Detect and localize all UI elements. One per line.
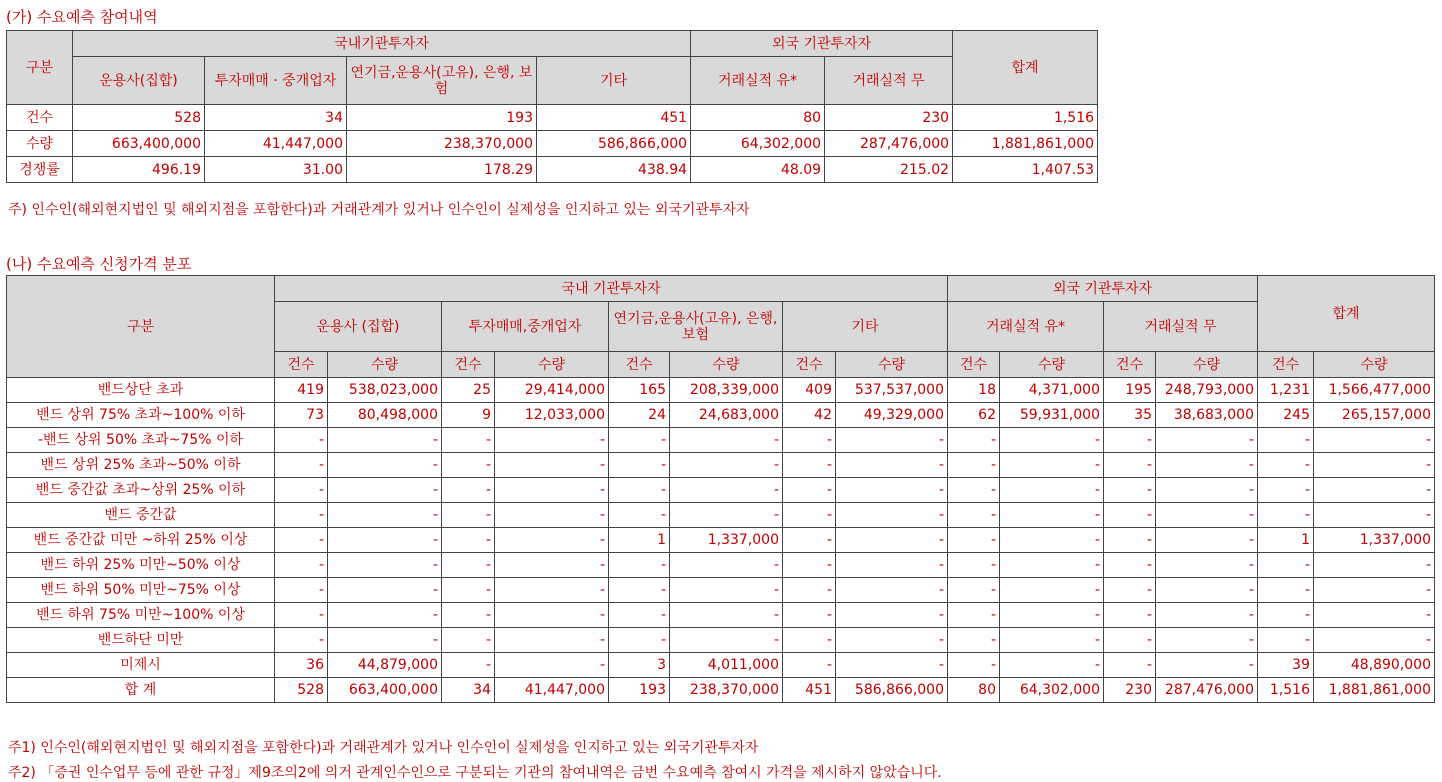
count-header: 건수 [948, 352, 1000, 378]
table-cell: 1 [609, 528, 670, 553]
section-b-note-2: 주2) 「증권 인수업무 등에 관한 규정」제9조의2에 의거 관계인수인으로 구분되는 기관의 참여내역은 금번 수요예측 참여시 가격을 제시하지 않았습니다. [8, 765, 942, 781]
table-row [7, 428, 1435, 453]
table-row [7, 157, 1098, 183]
table-row [7, 578, 1435, 603]
table-cell: 1,407.53 [953, 157, 1098, 183]
table-cell: - [1104, 478, 1156, 503]
table-cell: 31.00 [205, 157, 347, 183]
quantity-header: 수량 [1314, 352, 1435, 378]
table-cell: 528 [73, 105, 205, 131]
row-label: 밴드 하위 50% 미만~75% 이상 [7, 578, 275, 603]
table-cell: - [836, 503, 948, 528]
table-cell: - [1314, 503, 1435, 528]
table-cell: - [609, 628, 670, 653]
table-cell: - [442, 503, 495, 528]
table-cell: 195 [1104, 378, 1156, 403]
table-cell: - [328, 528, 442, 553]
table-row [7, 503, 1435, 528]
table-cell: - [783, 453, 836, 478]
section-a-note: 주) 인수인(해외현지법인 및 해외지점을 포함한다)과 거래관계가 있거나 인수인이 실제성을 인지하고 있는 외국기관투자자 [8, 202, 750, 218]
row-label: 밴드상단 초과 [7, 378, 275, 403]
table-cell: 73 [275, 403, 328, 428]
table-cell: - [495, 653, 609, 678]
table-cell: - [1104, 578, 1156, 603]
table-cell: 36 [275, 653, 328, 678]
count-header: 건수 [609, 352, 670, 378]
row-label: 밴드 중간값 [7, 503, 275, 528]
row-label: 미제시 [7, 653, 275, 678]
quantity-header: 수량 [836, 352, 948, 378]
table-cell: 1,566,477,000 [1314, 378, 1435, 403]
table-row [7, 478, 1435, 503]
table-cell: - [1314, 428, 1435, 453]
table-row [7, 105, 1098, 131]
col-header: 기타 [537, 57, 691, 105]
table-cell: 245 [1258, 403, 1314, 428]
table-cell: - [1156, 578, 1258, 603]
table-cell: - [783, 578, 836, 603]
table-cell: - [1156, 503, 1258, 528]
table-cell: - [948, 503, 1000, 528]
table-cell: - [328, 603, 442, 628]
group-header: 기타 [783, 302, 948, 352]
table-cell: 38,683,000 [1156, 403, 1258, 428]
count-header: 건수 [1258, 352, 1314, 378]
table-cell: - [783, 528, 836, 553]
table-cell: 265,157,000 [1314, 403, 1435, 428]
table-cell: 1,881,861,000 [953, 131, 1098, 157]
table-cell: 1 [1258, 528, 1314, 553]
table-cell: 496.19 [73, 157, 205, 183]
count-header: 건수 [783, 352, 836, 378]
table-cell: 48,890,000 [1314, 653, 1435, 678]
table-cell: 39 [1258, 653, 1314, 678]
table-cell: - [609, 553, 670, 578]
table-cell: - [1258, 453, 1314, 478]
table-cell: - [328, 428, 442, 453]
table-cell: 18 [948, 378, 1000, 403]
domestic-group-header: 국내기관투자자 [73, 31, 691, 57]
table-row [7, 603, 1435, 628]
table-cell: - [1258, 428, 1314, 453]
table-row [7, 528, 1435, 553]
table-cell: - [1000, 453, 1104, 478]
table-cell: - [1314, 628, 1435, 653]
category-header: 구분 [7, 276, 275, 378]
table-cell: 287,476,000 [1156, 678, 1258, 703]
table-cell: - [275, 578, 328, 603]
total-header: 합계 [1258, 276, 1435, 352]
table-cell: - [836, 628, 948, 653]
table-cell: 48.09 [691, 157, 825, 183]
table-cell: - [1156, 553, 1258, 578]
table-cell: 41,447,000 [205, 131, 347, 157]
table-cell: - [948, 603, 1000, 628]
table-row [7, 378, 1435, 403]
table-cell: - [670, 578, 783, 603]
row-label: 밴드 상위 25% 초과~50% 이하 [7, 453, 275, 478]
foreign-group-header: 외국 기관투자자 [948, 276, 1258, 302]
table-cell: - [948, 578, 1000, 603]
row-label: 밴드 상위 75% 초과~100% 이하 [7, 403, 275, 428]
table-cell: 248,793,000 [1156, 378, 1258, 403]
table-cell: - [609, 428, 670, 453]
table-cell: - [1258, 553, 1314, 578]
table-cell: - [609, 478, 670, 503]
table-cell: 34 [205, 105, 347, 131]
table-cell: - [275, 503, 328, 528]
table-cell: - [1156, 653, 1258, 678]
table-cell: 528 [275, 678, 328, 703]
table-cell: - [275, 628, 328, 653]
table-cell: - [1104, 453, 1156, 478]
table-row [7, 553, 1435, 578]
table-cell: - [442, 428, 495, 453]
table-cell: - [1000, 628, 1104, 653]
quantity-header: 수량 [495, 352, 609, 378]
count-header: 건수 [275, 352, 328, 378]
table-cell: - [1104, 628, 1156, 653]
table-cell: - [495, 428, 609, 453]
section-b-note-1: 주1) 인수인(해외현지법인 및 해외지점을 포함한다)과 거래관계가 있거나 인수인이 실제성을 인지하고 있는 외국기관투자자 [8, 740, 759, 756]
table-cell: - [1000, 578, 1104, 603]
quantity-header: 수량 [328, 352, 442, 378]
table-cell: - [1314, 453, 1435, 478]
table-cell: - [948, 428, 1000, 453]
table-cell: - [948, 453, 1000, 478]
table-cell: - [836, 453, 948, 478]
col-header: 투자매매 · 중개업자 [205, 57, 347, 105]
table-cell: - [328, 453, 442, 478]
table-cell: 1,337,000 [670, 528, 783, 553]
table-cell: - [783, 553, 836, 578]
table-cell: 1,231 [1258, 378, 1314, 403]
table-cell: - [670, 628, 783, 653]
table-cell: 34 [442, 678, 495, 703]
table-cell: - [670, 453, 783, 478]
table-cell: - [609, 603, 670, 628]
table-cell: 25 [442, 378, 495, 403]
table-cell: 538,023,000 [328, 378, 442, 403]
col-header: 거래실적 무 [825, 57, 953, 105]
table-cell: - [1258, 578, 1314, 603]
table-cell: 193 [347, 105, 537, 131]
row-label: 밴드 중간값 초과~상위 25% 이하 [7, 478, 275, 503]
row-label: 밴드 하위 75% 미만~100% 이상 [7, 603, 275, 628]
table-cell: 230 [1104, 678, 1156, 703]
table-cell: 215.02 [825, 157, 953, 183]
quantity-header: 수량 [1156, 352, 1258, 378]
table-cell: 586,866,000 [537, 131, 691, 157]
table-cell: - [948, 553, 1000, 578]
table-cell: 438.94 [537, 157, 691, 183]
table-cell: - [783, 478, 836, 503]
col-header: 운용사(집합) [73, 57, 205, 105]
table-cell: 1,881,861,000 [1314, 678, 1435, 703]
table-row [7, 403, 1435, 428]
table-cell: - [1314, 603, 1435, 628]
table-cell: - [1000, 428, 1104, 453]
table-cell: - [495, 603, 609, 628]
table-cell: - [670, 603, 783, 628]
table-cell: 64,302,000 [691, 131, 825, 157]
table-cell: - [275, 428, 328, 453]
table-cell: 35 [1104, 403, 1156, 428]
table-cell: - [836, 528, 948, 553]
table-cell: 238,370,000 [670, 678, 783, 703]
category-header: 구분 [7, 31, 73, 105]
table-cell: 663,400,000 [73, 131, 205, 157]
table-cell: - [609, 578, 670, 603]
table-cell: 4,371,000 [1000, 378, 1104, 403]
table-cell: - [495, 553, 609, 578]
table-cell: - [1258, 503, 1314, 528]
table-cell: - [1258, 603, 1314, 628]
table-cell: 44,879,000 [328, 653, 442, 678]
table-cell: 24,683,000 [670, 403, 783, 428]
table-cell: - [1104, 428, 1156, 453]
row-label: 밴드하단 미만 [7, 628, 275, 653]
group-header: 운용사 (집합) [275, 302, 442, 352]
domestic-group-header: 국내 기관투자자 [275, 276, 948, 302]
table-cell: - [1000, 503, 1104, 528]
table-cell: - [1000, 603, 1104, 628]
table-cell: 80 [691, 105, 825, 131]
table-cell: 9 [442, 403, 495, 428]
quantity-header: 수량 [1000, 352, 1104, 378]
group-header: 연기금,운용사(고유), 은행, 보험 [609, 302, 783, 352]
table-cell: 12,033,000 [495, 403, 609, 428]
section-a-title: (가) 수요예측 참여내역 [6, 8, 158, 26]
section-b-title: (나) 수요예측 신청가격 분포 [6, 255, 192, 273]
group-header: 거래실적 무 [1104, 302, 1258, 352]
table-cell: - [275, 453, 328, 478]
table-cell: - [670, 428, 783, 453]
table-cell: - [1314, 578, 1435, 603]
table-cell: 59,931,000 [1000, 403, 1104, 428]
table-cell: - [1000, 653, 1104, 678]
table-row [7, 628, 1435, 653]
table-cell: - [1104, 603, 1156, 628]
table-cell: - [328, 628, 442, 653]
table-cell: 4,011,000 [670, 653, 783, 678]
table-cell: - [1104, 553, 1156, 578]
col-header: 연기금,운용사(고유), 은행, 보험 [347, 57, 537, 105]
table-cell: - [495, 628, 609, 653]
row-label: 밴드 하위 25% 미만~50% 이상 [7, 553, 275, 578]
group-header: 투자매매,중개업자 [442, 302, 609, 352]
table-cell: 41,447,000 [495, 678, 609, 703]
table-cell: - [1156, 453, 1258, 478]
table-cell: 29,414,000 [495, 378, 609, 403]
table-cell: - [670, 478, 783, 503]
table-cell: 451 [783, 678, 836, 703]
row-label: -밴드 상위 50% 초과~75% 이하 [7, 428, 275, 453]
table-cell: - [783, 503, 836, 528]
table-cell: - [442, 603, 495, 628]
table-cell: - [670, 553, 783, 578]
col-header: 거래실적 유* [691, 57, 825, 105]
row-label: 건수 [7, 105, 73, 131]
table-cell: 663,400,000 [328, 678, 442, 703]
count-header: 건수 [442, 352, 495, 378]
table-cell: - [1000, 528, 1104, 553]
table-cell: - [783, 428, 836, 453]
table-cell: 1,516 [953, 105, 1098, 131]
table-cell: - [1104, 503, 1156, 528]
table-cell: 178.29 [347, 157, 537, 183]
table-cell: 451 [537, 105, 691, 131]
table-cell: 409 [783, 378, 836, 403]
table-cell: - [442, 578, 495, 603]
table-cell: - [275, 478, 328, 503]
table-cell: - [1314, 478, 1435, 503]
table-cell: - [1156, 628, 1258, 653]
table-cell: - [495, 578, 609, 603]
table-cell: - [1104, 653, 1156, 678]
table-cell: - [1156, 603, 1258, 628]
table-cell: - [1000, 478, 1104, 503]
table-cell: - [836, 428, 948, 453]
table-cell: - [1258, 478, 1314, 503]
table-cell: - [1104, 528, 1156, 553]
table-cell: - [1156, 478, 1258, 503]
table-cell: 49,329,000 [836, 403, 948, 428]
count-header: 건수 [1104, 352, 1156, 378]
table-cell: 208,339,000 [670, 378, 783, 403]
table-cell: - [275, 528, 328, 553]
table-cell: - [442, 528, 495, 553]
table-cell: - [442, 478, 495, 503]
table-cell: - [836, 578, 948, 603]
table-cell: 1,337,000 [1314, 528, 1435, 553]
table-cell: 230 [825, 105, 953, 131]
table-cell: 62 [948, 403, 1000, 428]
table-cell: - [495, 528, 609, 553]
table-cell: - [836, 553, 948, 578]
table-cell: 80 [948, 678, 1000, 703]
table-cell: - [328, 503, 442, 528]
group-header: 거래실적 유* [948, 302, 1104, 352]
table-cell: 238,370,000 [347, 131, 537, 157]
table-cell: - [1258, 628, 1314, 653]
table-cell: 3 [609, 653, 670, 678]
row-label: 합 계 [7, 678, 275, 703]
table-cell: - [783, 603, 836, 628]
table-cell: - [1156, 528, 1258, 553]
table-cell: 1,516 [1258, 678, 1314, 703]
table-cell: 193 [609, 678, 670, 703]
table-cell: 537,537,000 [836, 378, 948, 403]
table-cell: 419 [275, 378, 328, 403]
row-label: 수량 [7, 131, 73, 157]
table-cell: - [328, 478, 442, 503]
price-distribution-table [6, 275, 1435, 703]
row-label: 경쟁률 [7, 157, 73, 183]
table-cell: - [1314, 553, 1435, 578]
table-cell: - [609, 503, 670, 528]
table-row [7, 453, 1435, 478]
table-cell: - [670, 503, 783, 528]
table-cell: - [836, 603, 948, 628]
table-cell: - [948, 528, 1000, 553]
table-cell: - [495, 503, 609, 528]
table-cell: - [328, 553, 442, 578]
table-cell: - [1000, 553, 1104, 578]
table-cell: 64,302,000 [1000, 678, 1104, 703]
table-row [7, 678, 1435, 703]
table-cell: - [948, 653, 1000, 678]
table-cell: - [442, 453, 495, 478]
table-cell: - [948, 478, 1000, 503]
table-cell: - [442, 553, 495, 578]
table-cell: - [328, 578, 442, 603]
table-cell: - [836, 478, 948, 503]
table-cell: - [495, 453, 609, 478]
table-cell: - [495, 478, 609, 503]
table-cell: - [783, 628, 836, 653]
table-cell: 24 [609, 403, 670, 428]
table-cell: 287,476,000 [825, 131, 953, 157]
row-label: 밴드 중간값 미만 ~하위 25% 이상 [7, 528, 275, 553]
table-cell: 586,866,000 [836, 678, 948, 703]
total-header: 합계 [953, 31, 1098, 105]
table-cell: - [609, 453, 670, 478]
table-cell: - [1156, 428, 1258, 453]
table-cell: 42 [783, 403, 836, 428]
table-cell: - [948, 628, 1000, 653]
table-cell: - [783, 653, 836, 678]
table-cell: - [836, 653, 948, 678]
table-cell: - [442, 653, 495, 678]
quantity-header: 수량 [670, 352, 783, 378]
table-row [7, 653, 1435, 678]
table-cell: 80,498,000 [328, 403, 442, 428]
table-cell: - [442, 628, 495, 653]
table-cell: - [275, 603, 328, 628]
table-cell: 165 [609, 378, 670, 403]
foreign-group-header: 외국 기관투자자 [691, 31, 953, 57]
table-cell: - [275, 553, 328, 578]
table-row [7, 131, 1098, 157]
participation-table [6, 30, 1098, 183]
